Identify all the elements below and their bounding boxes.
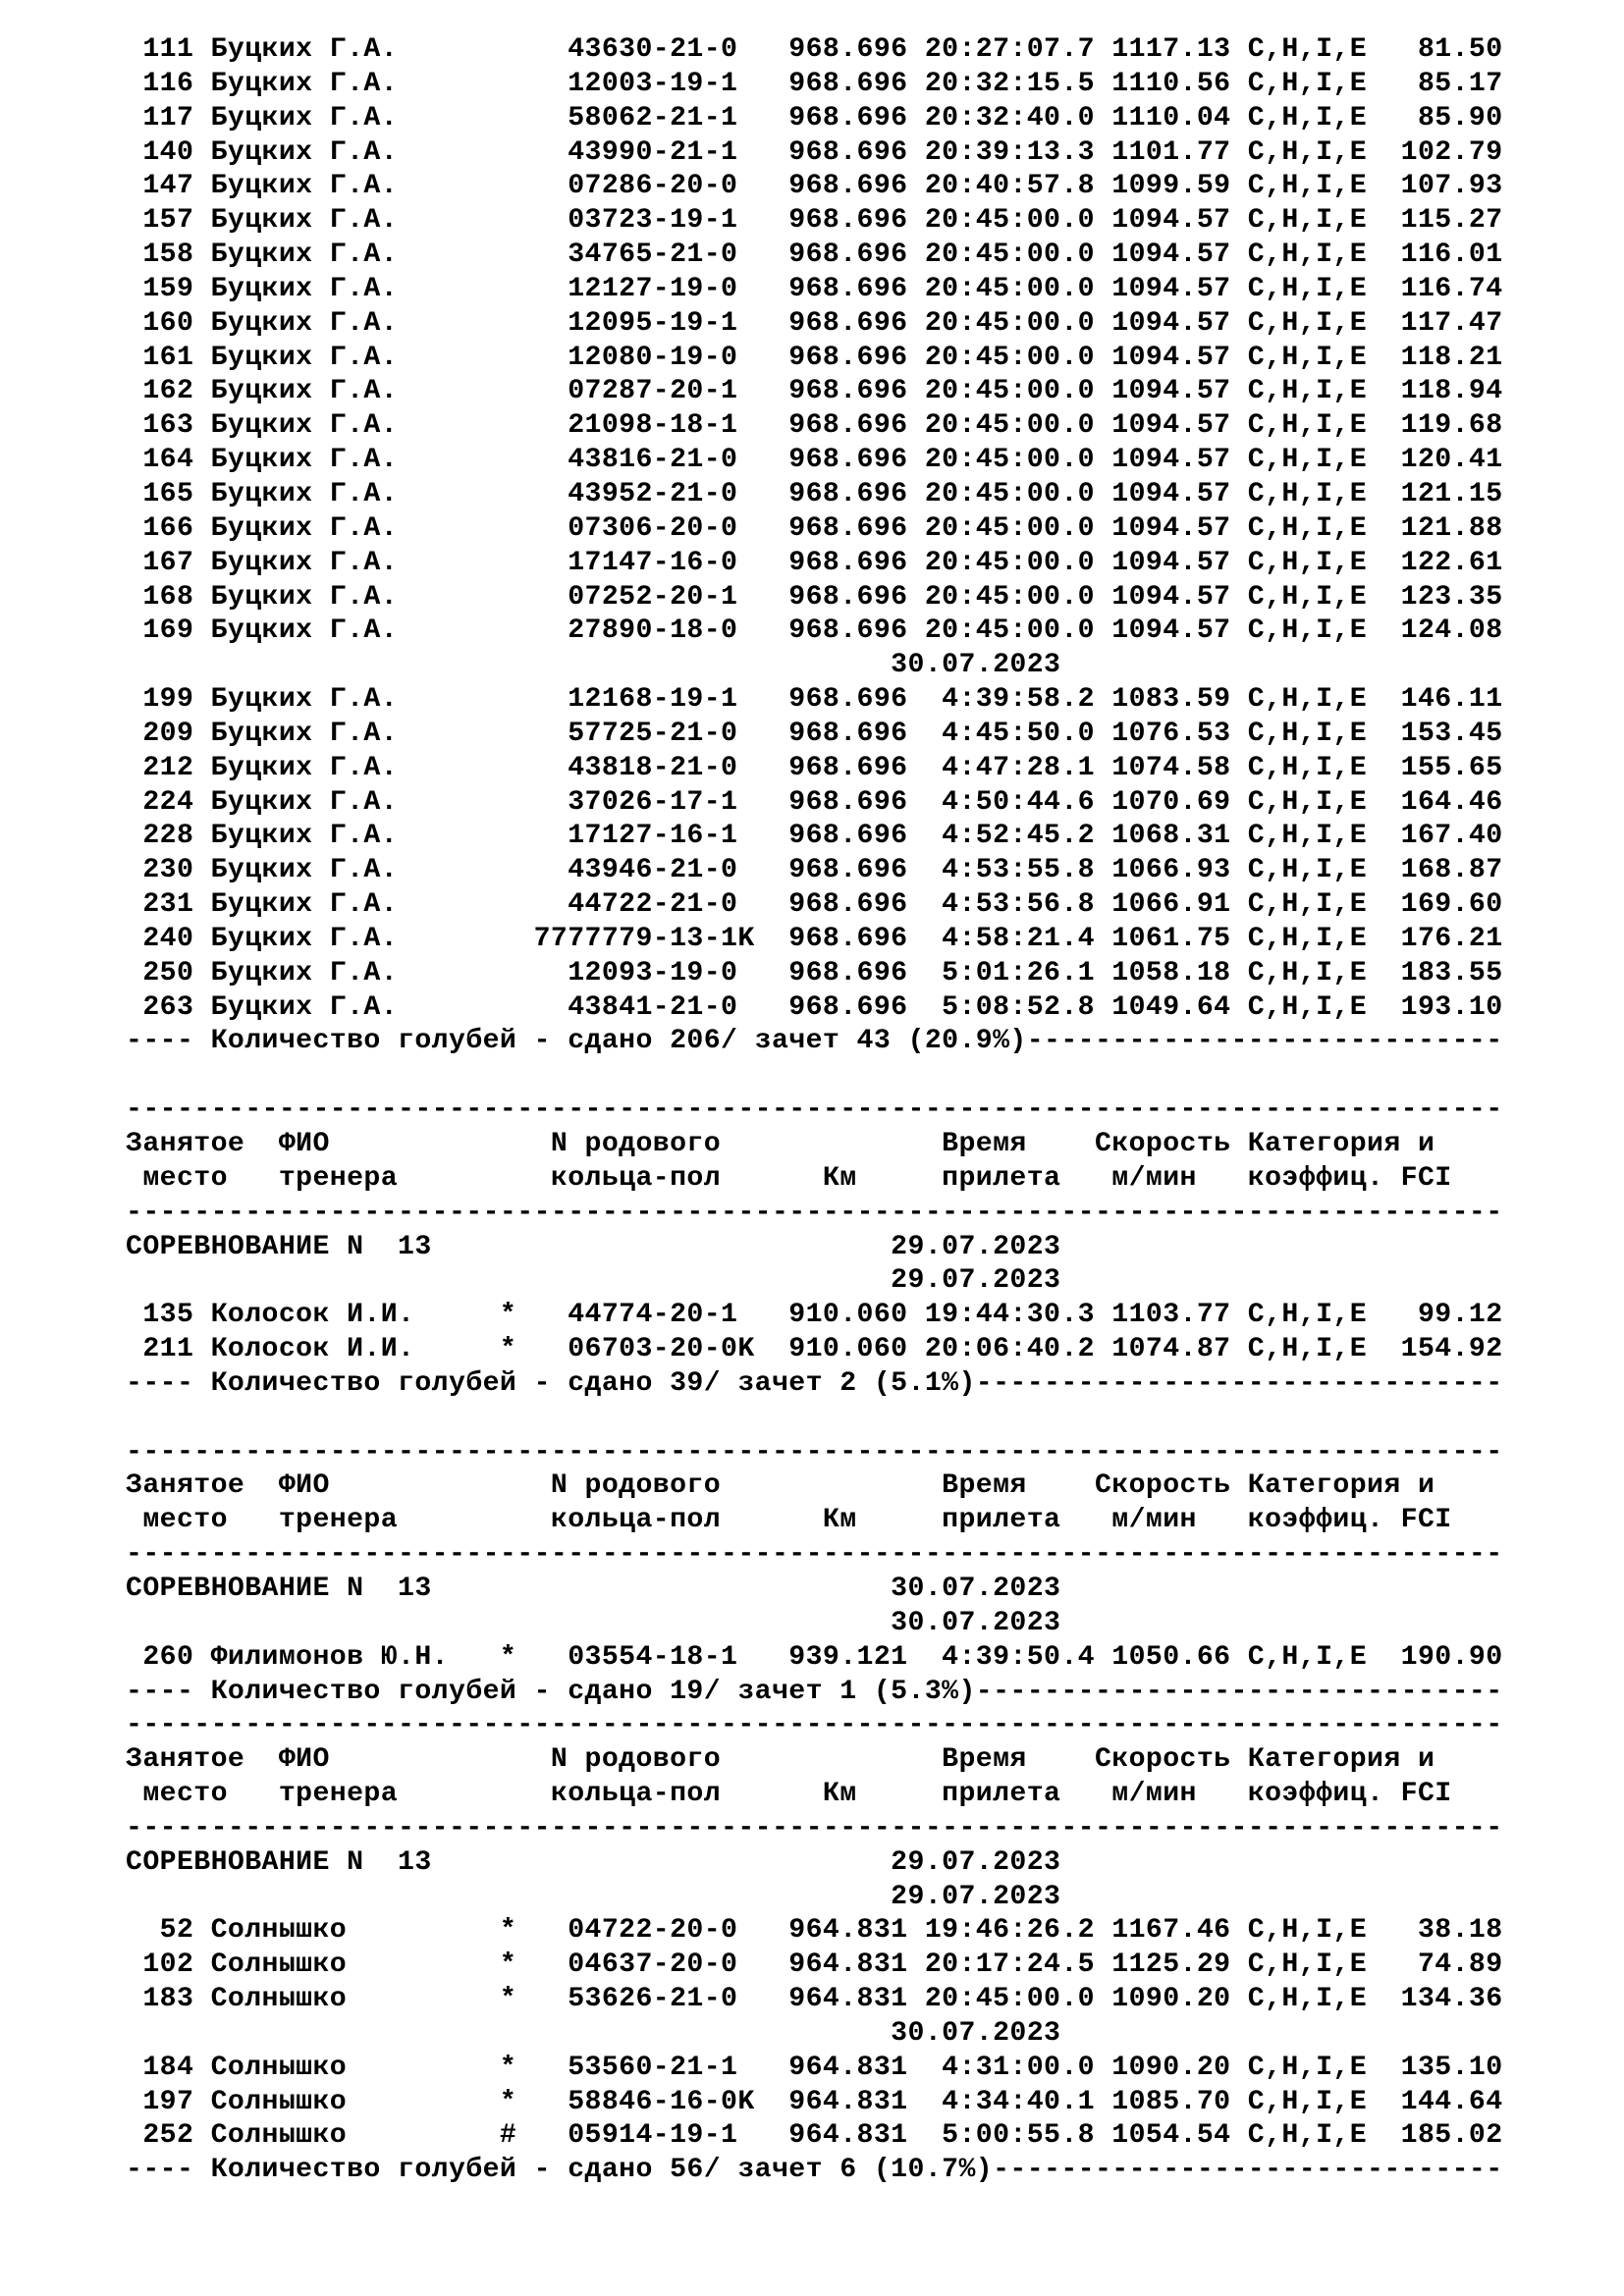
- report-line: 158 Буцких Г.А. 34765-21-0 968.696 20:45:00.0 1094.57 C,H,I,E 116.01: [126, 240, 1503, 271]
- separator-line: ---------------------------------------------------------------------------------: [126, 1095, 1503, 1126]
- date-line: 30.07.2023: [126, 650, 1061, 681]
- report-line: 162 Буцких Г.А. 07287-20-1 968.696 20:45:00.0 1094.57 C,H,I,E 118.94: [126, 376, 1503, 407]
- report-line: 197 Солнышко * 58846-16-0K 964.831 4:34:40.1 1085.70 C,H,I,E 144.64: [126, 2086, 1503, 2117]
- separator-line: ---------------------------------------------------------------------------------: [126, 1197, 1503, 1228]
- report-line: 117 Буцких Г.А. 58062-21-1 968.696 20:32:40.0 1110.04 C,H,I,E 85.90: [126, 102, 1503, 133]
- results-report: [126, 33, 1598, 2188]
- report-line: 224 Буцких Г.А. 37026-17-1 968.696 4:50:44.6 1070.69 C,H,I,E 164.46: [126, 786, 1503, 818]
- date-line: 29.07.2023: [126, 1881, 1061, 1912]
- header-line: Занятое ФИО N родового Время Скорость Категория и: [126, 1470, 1435, 1502]
- report-line: 228 Буцких Г.А. 17127-16-1 968.696 4:52:45.2 1068.31 C,H,I,E 167.40: [126, 821, 1503, 852]
- competition-line: СОРЕВНОВАНИЕ N 13 30.07.2023: [126, 1573, 1061, 1604]
- header-line: Занятое ФИО N родового Время Скорость Категория и: [126, 1744, 1435, 1776]
- report-line: 102 Солнышко * 04637-20-0 964.831 20:17:24.5 1125.29 C,H,I,E 74.89: [126, 1949, 1503, 1981]
- report-line: 116 Буцких Г.А. 12003-19-1 968.696 20:32:15.5 1110.56 C,H,I,E 85.17: [126, 68, 1503, 99]
- report-line: 240 Буцких Г.А. 7777779-13-1K 968.696 4:58:21.4 1061.75 C,H,I,E 176.21: [126, 923, 1503, 954]
- report-line: 250 Буцких Г.А. 12093-19-0 968.696 5:01:26.1 1058.18 C,H,I,E 183.55: [126, 957, 1503, 988]
- report-line: 212 Буцких Г.А. 43818-21-0 968.696 4:47:28.1 1074.58 C,H,I,E 155.65: [126, 752, 1503, 783]
- report-line: 160 Буцких Г.А. 12095-19-1 968.696 20:45:00.0 1094.57 C,H,I,E 117.47: [126, 307, 1503, 339]
- report-line: 167 Буцких Г.А. 17147-16-0 968.696 20:45:00.0 1094.57 C,H,I,E 122.61: [126, 547, 1503, 578]
- report-line: 52 Солнышко * 04722-20-0 964.831 19:46:26.2 1167.46 C,H,I,E 38.18: [126, 1915, 1503, 1947]
- report-line: 252 Солнышко # 05914-19-1 964.831 5:00:55.8 1054.54 C,H,I,E 185.02: [126, 2120, 1503, 2152]
- report-line: 183 Солнышко * 53626-21-0 964.831 20:45:00.0 1090.20 C,H,I,E 134.36: [126, 1984, 1503, 2015]
- date-line: 29.07.2023: [126, 1265, 1061, 1297]
- report-line: 184 Солнышко * 53560-21-1 964.831 4:31:00.0 1090.20 C,H,I,E 135.10: [126, 2052, 1503, 2083]
- report-line: 231 Буцких Г.А. 44722-21-0 968.696 4:53:56.8 1066.91 C,H,I,E 169.60: [126, 889, 1503, 921]
- report-line: 140 Буцких Г.А. 43990-21-1 968.696 20:39:13.3 1101.77 C,H,I,E 102.79: [126, 136, 1503, 168]
- report-line: 211 Колосок И.И. * 06703-20-0K 910.060 20:06:40.2 1074.87 C,H,I,E 154.92: [126, 1334, 1503, 1365]
- separator-line: ---------------------------------------------------------------------------------: [126, 1812, 1503, 1843]
- separator-line: ---------------------------------------------------------------------------------: [126, 1539, 1503, 1571]
- summary-line: ---- Количество голубей - сдано 206/ зачет 43 (20.9%)----------------------------: [126, 1026, 1503, 1057]
- summary-line: ---- Количество голубей - сдано 56/ зачет 6 (10.7%)------------------------------: [126, 2155, 1503, 2186]
- report-line: 263 Буцких Г.А. 43841-21-0 968.696 5:08:52.8 1049.64 C,H,I,E 193.10: [126, 991, 1503, 1023]
- report-line: 209 Буцких Г.А. 57725-21-0 968.696 4:45:50.0 1076.53 C,H,I,E 153.45: [126, 718, 1503, 749]
- separator-line: ---------------------------------------------------------------------------------: [126, 1710, 1503, 1741]
- separator-line: ---------------------------------------------------------------------------------: [126, 1436, 1503, 1468]
- report-line: 161 Буцких Г.А. 12080-19-0 968.696 20:45:00.0 1094.57 C,H,I,E 118.21: [126, 342, 1503, 373]
- date-line: 30.07.2023: [126, 2017, 1061, 2049]
- report-line: 199 Буцких Г.А. 12168-19-1 968.696 4:39:58.2 1083.59 C,H,I,E 146.11: [126, 684, 1503, 716]
- report-line: 111 Буцких Г.А. 43630-21-0 968.696 20:27:07.7 1117.13 C,H,I,E 81.50: [126, 34, 1503, 65]
- header-line: место тренера кольца-пол Км прилета м/мин коэффиц. FCI: [126, 1779, 1452, 1810]
- report-line: 165 Буцких Г.А. 43952-21-0 968.696 20:45:00.0 1094.57 C,H,I,E 121.15: [126, 478, 1503, 509]
- report-line: 135 Колосок И.И. * 44774-20-1 910.060 19:44:30.3 1103.77 C,H,I,E 99.12: [126, 1300, 1503, 1331]
- date-line: 30.07.2023: [126, 1607, 1061, 1638]
- blank-line: [126, 1402, 1598, 1436]
- report-line: 147 Буцких Г.А. 07286-20-0 968.696 20:40:57.8 1099.59 C,H,I,E 107.93: [126, 171, 1503, 202]
- competition-line: СОРЕВНОВАНИЕ N 13 29.07.2023: [126, 1846, 1061, 1878]
- header-line: место тренера кольца-пол Км прилета м/мин коэффиц. FCI: [126, 1162, 1452, 1194]
- summary-line: ---- Количество голубей - сдано 39/ зачет 2 (5.1%)-------------------------------: [126, 1367, 1503, 1399]
- report-line: 159 Буцких Г.А. 12127-19-0 968.696 20:45:00.0 1094.57 C,H,I,E 116.74: [126, 273, 1503, 304]
- header-line: Занятое ФИО N родового Время Скорость Категория и: [126, 1129, 1435, 1159]
- competition-line: СОРЕВНОВАНИЕ N 13 29.07.2023: [126, 1231, 1061, 1262]
- report-line: 169 Буцких Г.А. 27890-18-0 968.696 20:45:00.0 1094.57 C,H,I,E 124.08: [126, 615, 1503, 647]
- report-line: 164 Буцких Г.А. 43816-21-0 968.696 20:45:00.0 1094.57 C,H,I,E 120.41: [126, 445, 1503, 476]
- blank-line: [126, 1059, 1598, 1094]
- report-line: 163 Буцких Г.А. 21098-18-1 968.696 20:45:00.0 1094.57 C,H,I,E 119.68: [126, 410, 1503, 442]
- header-line: место тренера кольца-пол Км прилета м/мин коэффиц. FCI: [126, 1505, 1452, 1536]
- report-line: 260 Филимонов Ю.Н. * 03554-18-1 939.121 4:39:50.4 1050.66 C,H,I,E 190.90: [126, 1641, 1503, 1673]
- report-line: 168 Буцких Г.А. 07252-20-1 968.696 20:45:00.0 1094.57 C,H,I,E 123.35: [126, 581, 1503, 613]
- summary-line: ---- Количество голубей - сдано 19/ зачет 1 (5.3%)-------------------------------: [126, 1676, 1503, 1707]
- report-line: 157 Буцких Г.А. 03723-19-1 968.696 20:45:00.0 1094.57 C,H,I,E 115.27: [126, 205, 1503, 237]
- report-line: 166 Буцких Г.А. 07306-20-0 968.696 20:45:00.0 1094.57 C,H,I,E 121.88: [126, 512, 1503, 544]
- report-line: 230 Буцких Г.А. 43946-21-0 968.696 4:53:55.8 1066.93 C,H,I,E 168.87: [126, 855, 1503, 886]
